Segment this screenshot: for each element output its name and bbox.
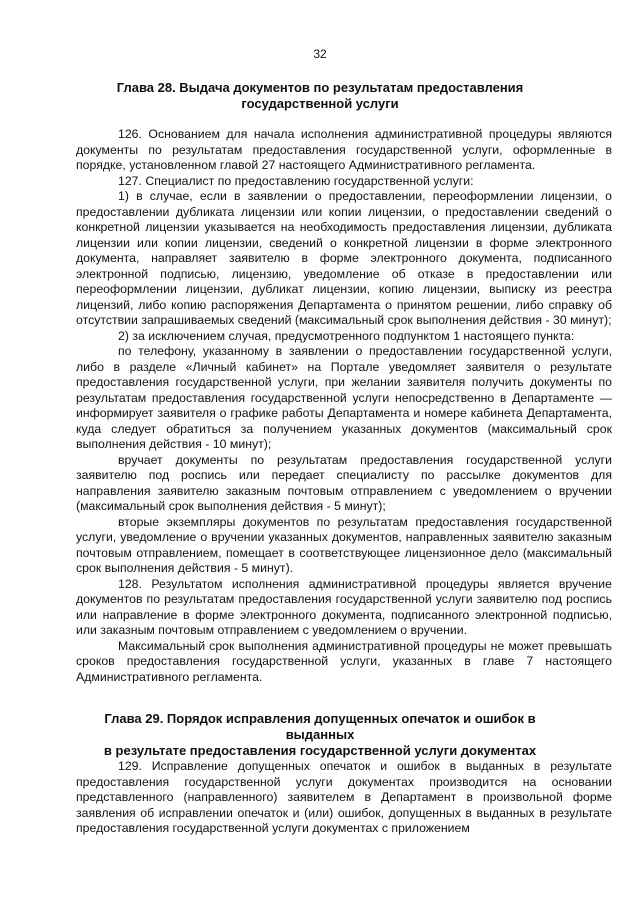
paragraph-128-max-term: Максимальный срок выполнения административной процедуры не может превышать сроков предоставления государственной услуги, указанных в главе 7 настоящего Административного регламента. [76, 638, 612, 684]
chapter-28-title-line-2: государственной услуги [241, 96, 399, 111]
paragraph-129: 129. Исправление допущенных опечаток и ошибок в выданных в результате предоставления государственной услуги документах производится на основании представленного (направленного) заявителем в Департамент в произвольной форме заявления об исправлении опечаток и (или) ошибок, допущенных в выданных в результате предоставления государственной услуги документах с приложением [76, 759, 612, 835]
chapter-28-title [80, 80, 560, 112]
chapter-28-title-line-1: Глава 28. Выдача документов по результатам предоставления [116, 80, 524, 95]
paragraph-127-item-1: 1) в случае, если в заявлении о предоставлении, переоформлении лицензии, о предоставлении дубликата лицензии или копии лицензии, о предоставлении сведений о конкретной лицензии указывается на необходимость предоставления лицензии, дубликата лицензии или копии лицензии, сведений о конкретной лицензии в форме электронного документа, направляет заявителю в форме электронного документа, подписанного электронной подписью, лицензию, уведомление об отказе в предоставлении или переоформлении лицензии, дубликат лицензии, копию лицензии, выписку из реестра лицензий, либо копию распоряжения Департамента о принятом решении, либо справку об отсутствии запрашиваемых сведений (максимальный срок выполнения действия - 30 минут); [76, 189, 612, 327]
paragraph-126: 126. Основанием для начала исполнения административной процедуры являются документы по результатам предоставления государственной услуги, оформленные в порядке, установленном главой 27 настоящего Административного регламента. [76, 127, 612, 172]
paragraph-127: 127. Специалист по предоставлению государственной услуги: [118, 173, 474, 188]
chapter-28-body [76, 127, 612, 685]
paragraph-127-item-2-archive: вторые экземпляры документов по результатам предоставления государственной услуги, уведомление о вручении указанных документов, направленных заявителю заказным почтовым отправлением, помещает в соответствующее лицензионное дело (максимальный срок выполнения действия - 5 минут). [76, 514, 612, 575]
paragraph-128: 128. Результатом исполнения административной процедуры является вручение документов по результатам предоставления государственной услуги заявителю под роспись или направление в форме электронного документа, подписанного электронной подписью, или заказным почтовым отправлением с уведомлением о вручении. [76, 576, 612, 637]
chapter-29-title [80, 711, 560, 759]
chapter-29-title-line-1: Глава 29. Порядок исправления допущенных опечаток и ошибок в выданных [104, 711, 536, 742]
paragraph-127-item-2: 2) за исключением случая, предусмотренного подпунктом 1 настоящего пункта: [118, 328, 575, 343]
paragraph-127-item-2-notify: по телефону, указанному в заявлении о предоставлении государственной услуги, либо в разделе «Личный кабинет» на Портале уведомляет заявителя о результате предоставления государственной услуги, при желании заявителя получить документы по результатам предоставления государственной услуги непосредственно в Департаменте — информирует заявителя о графике работы Департамента и номере кабинета Департамента, куда следует обратиться за получением указанных документов (максимальный срок выполнения действия - 10 минут); [76, 344, 612, 451]
paragraph-127-item-2-deliver: вручает документы по результатам предоставления государственной услуги заявителю под роспись или передает специалисту по рассылке документов для направления заявителю заказным почтовым отправлением с уведомлением о вручении (максимальный срок выполнения действия - 5 минут); [76, 452, 612, 513]
chapter-29-title-line-2: в результате предоставления государственной услуги документах [103, 743, 537, 758]
page-number: 32 [313, 47, 327, 61]
chapter-29-body [76, 759, 612, 837]
